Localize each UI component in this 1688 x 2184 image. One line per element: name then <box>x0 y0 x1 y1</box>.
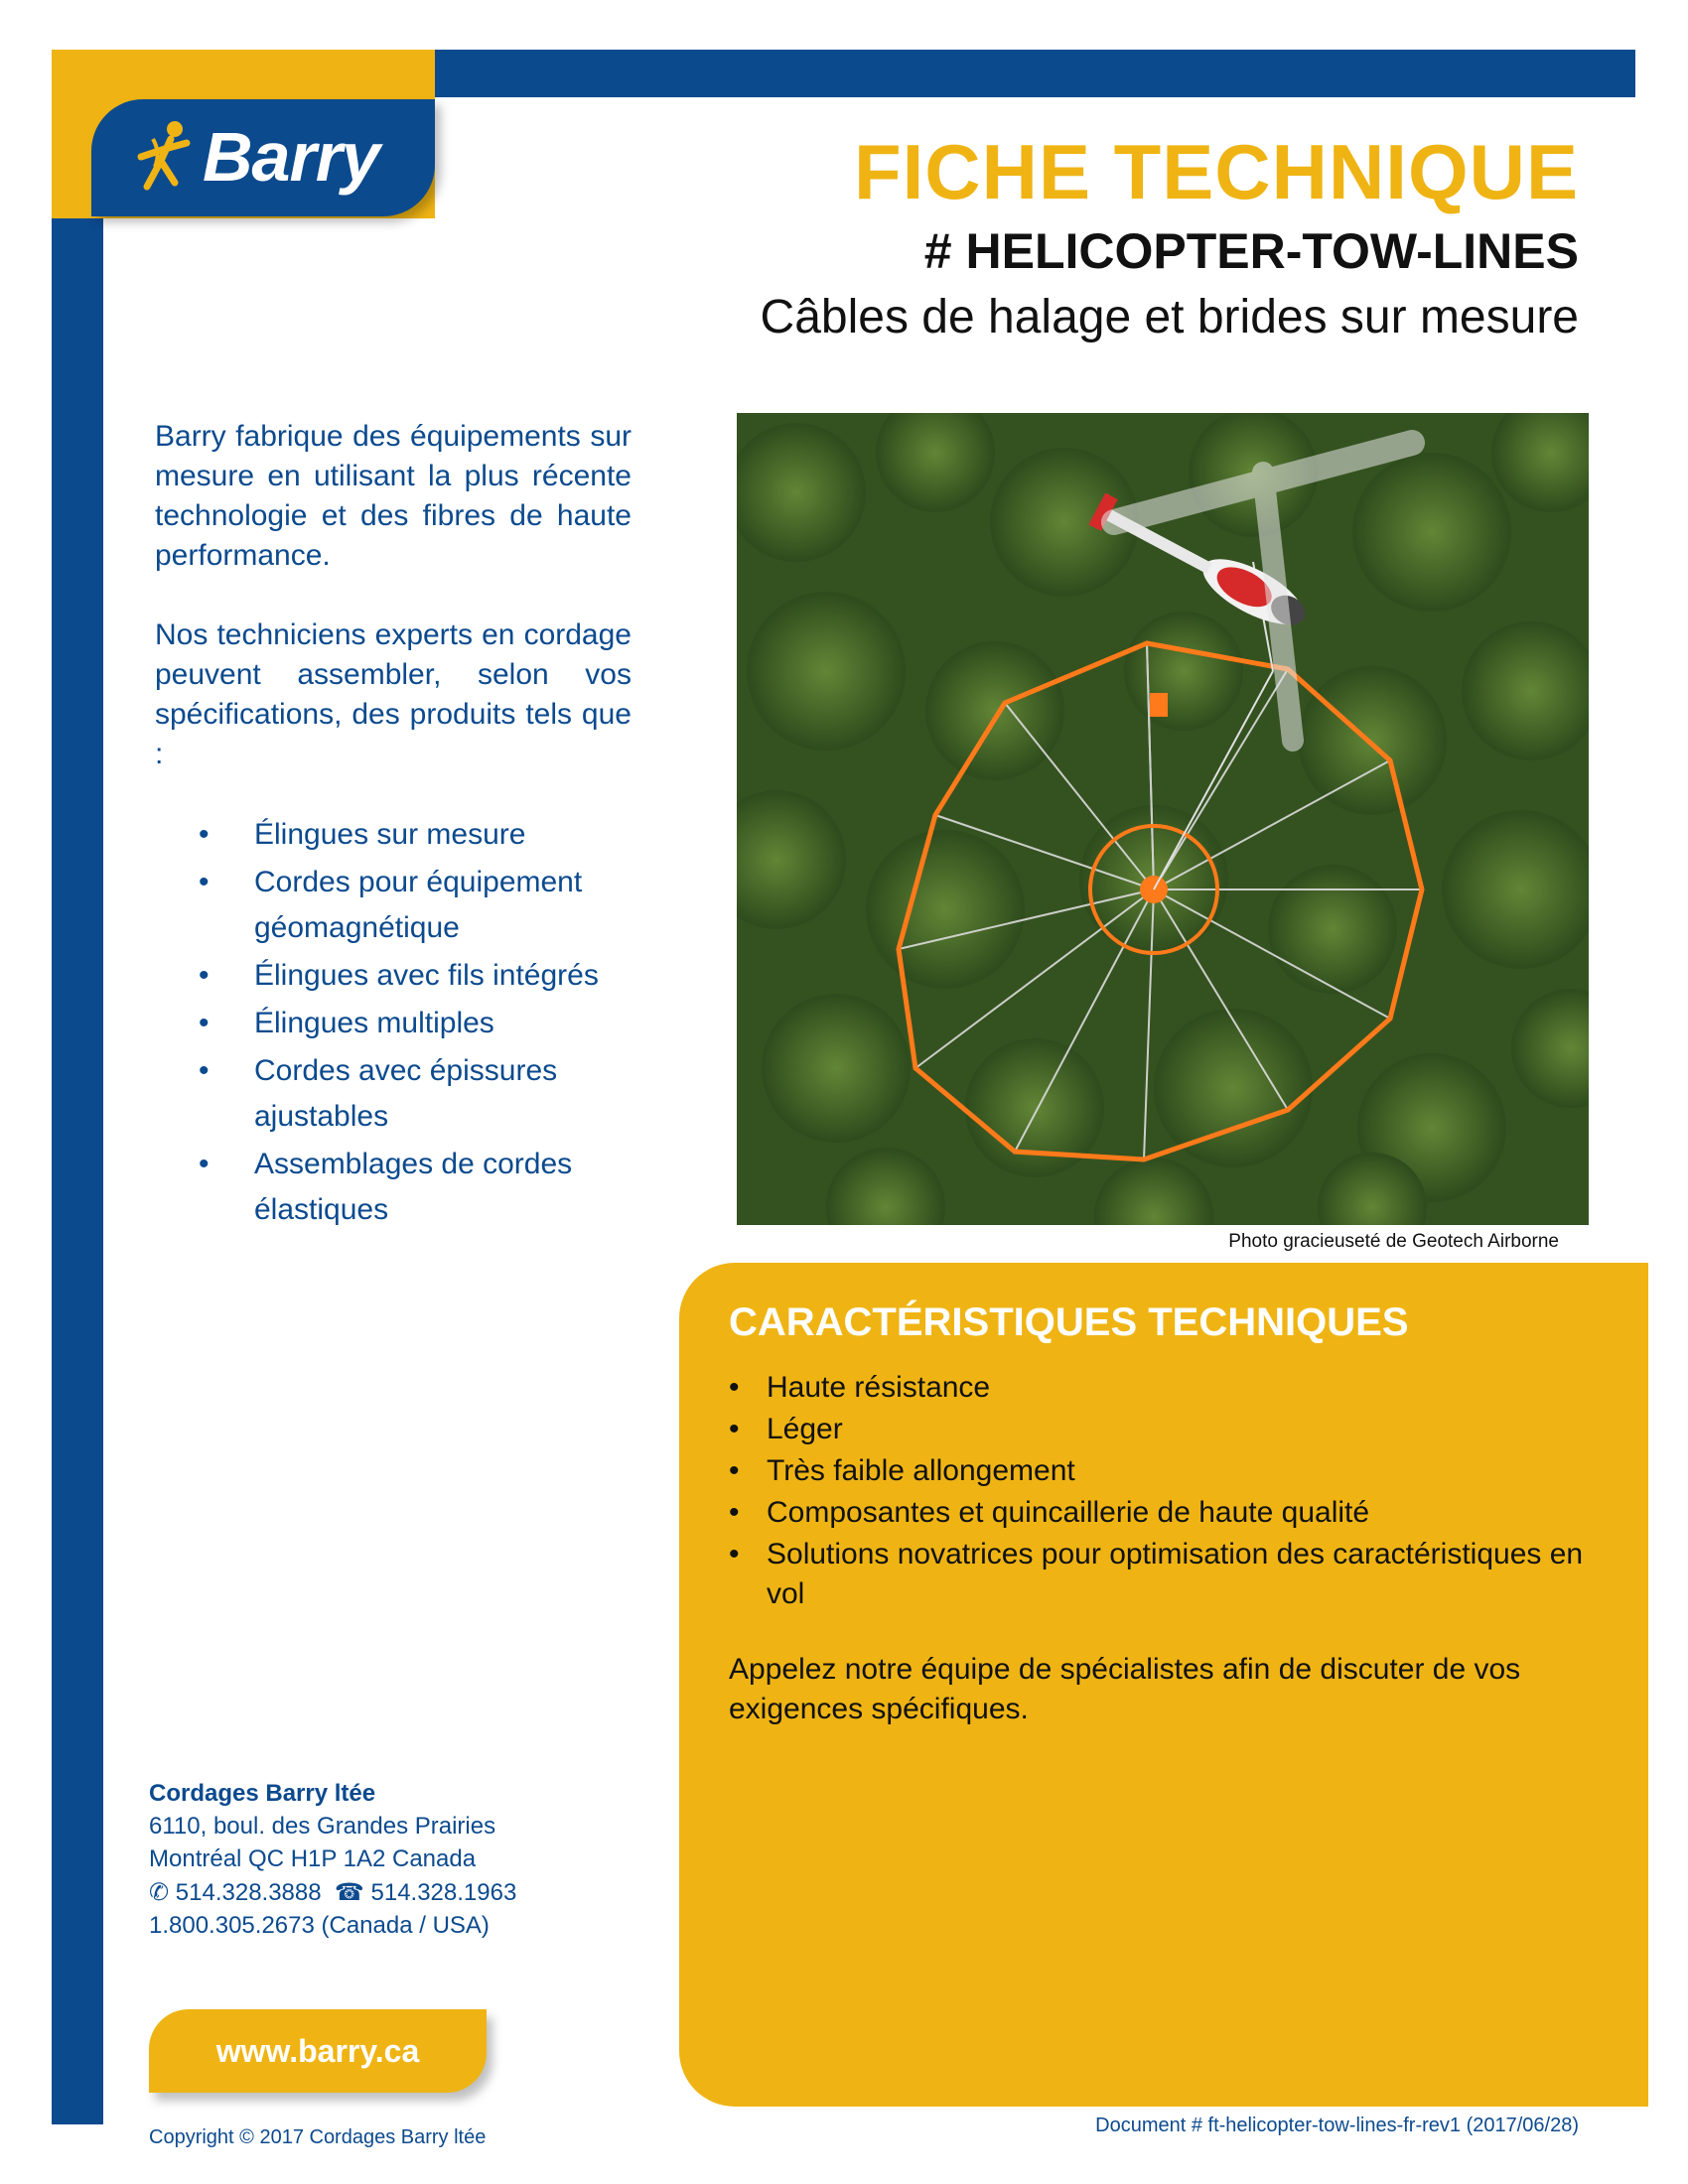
list-item: • Élingues avec fils intégrés <box>199 953 655 999</box>
fax-icon: ☎ <box>328 1879 364 1907</box>
forest-helicopter-illustration <box>737 413 1589 1225</box>
product-list <box>199 812 655 1235</box>
list-item: • Élingues multiples <box>199 1001 655 1046</box>
spec-title: CARACTÉRISTIQUES TECHNIQUES <box>729 1300 1409 1344</box>
list-item: • Très faible allongement <box>729 1451 1603 1491</box>
list-item: • Léger <box>729 1410 1603 1449</box>
list-item: • Assemblages de cordes élastiques <box>199 1142 655 1233</box>
photo-credit: Photo gracieuseté de Geotech Airborne <box>1228 1231 1559 1252</box>
list-item: • Solutions novatrices pour optimisation des caractéristiques en vol <box>729 1535 1603 1614</box>
intro-paragraph-1: Barry fabrique des équipements sur mesure en utilisant la plus récente technologie et des fibres de haute performance. <box>155 420 632 572</box>
intro-paragraph-2: Nos techniciens experts en cordage peuvent assembler, selon vos spécifications, des produits tels que : <box>155 618 632 770</box>
phone-icon: ✆ <box>149 1879 170 1907</box>
product-code: # HELICOPTER-TOW-LINES <box>923 223 1579 279</box>
list-item: • Élingues sur mesure <box>199 812 655 858</box>
company-address <box>149 1777 626 1942</box>
page-title: FICHE TECHNIQUE <box>853 128 1579 215</box>
list-item: • Composantes et quincaillerie de haute qualité <box>729 1493 1603 1533</box>
copyright: Copyright © 2017 Cordages Barry ltée <box>149 2126 487 2148</box>
spec-list <box>729 1368 1603 1616</box>
list-item: • Haute résistance <box>729 1368 1603 1408</box>
website-link[interactable]: www.barry.ca <box>215 2033 420 2069</box>
list-item: • Cordes pour équipement géomagnétique <box>199 860 655 951</box>
address-street: 6110, boul. des Grandes Prairies <box>149 1813 496 1840</box>
phone-number[interactable]: 514.328.3888 <box>175 1879 322 1907</box>
page-subtitle: Câbles de halage et brides sur mesure <box>760 291 1579 343</box>
logo-wordmark: Barry <box>203 118 379 196</box>
left-frame-bar <box>52 50 103 2124</box>
list-item: • Cordes avec épissures ajustables <box>199 1048 655 1140</box>
fax-number: 514.328.1963 <box>370 1879 517 1907</box>
document-number: Document # ft-helicopter-tow-lines-fr-rev1 (2017/06/28) <box>1095 2115 1579 2136</box>
barry-figure-icon <box>131 117 201 195</box>
spec-call-to-action: Appelez notre équipe de spécialistes afin de discuter de vos exigences spécifiques. <box>729 1653 1521 1725</box>
helicopter-photo <box>737 413 1589 1225</box>
company-name: Cordages Barry ltée <box>149 1780 376 1807</box>
tollfree-number[interactable]: 1.800.305.2673 (Canada / USA) <box>149 1912 490 1940</box>
address-city: Montréal QC H1P 1A2 Canada <box>149 1845 477 1872</box>
phone-row <box>149 1875 626 1909</box>
